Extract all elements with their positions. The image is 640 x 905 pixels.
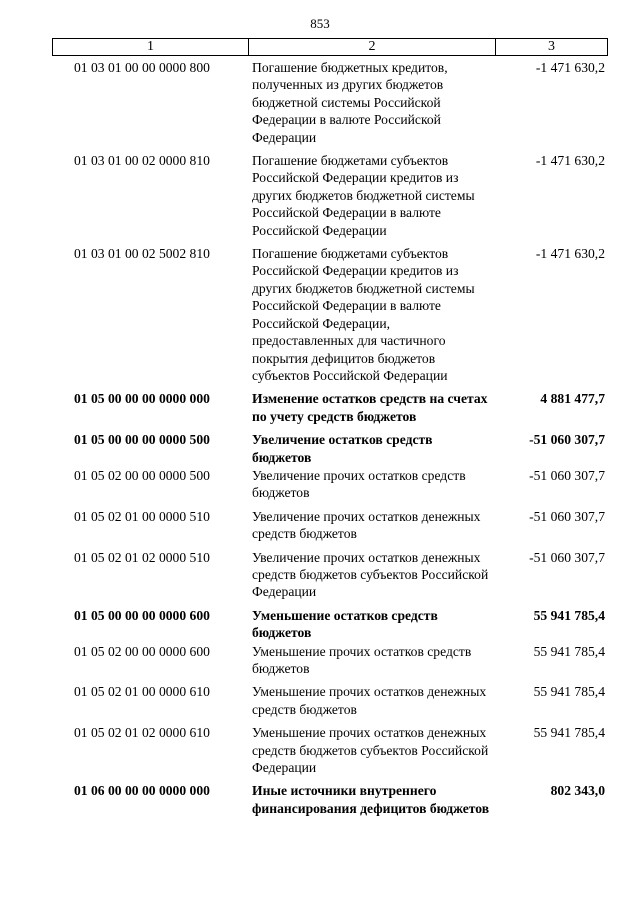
table-row	[52, 467, 608, 502]
page-number: 853	[310, 16, 330, 31]
item-name: Изменение остатков средств на счетах по учету средств бюджетов	[252, 391, 488, 424]
amount: -51 060 307,7	[529, 432, 605, 448]
table-row	[52, 549, 608, 601]
item-name: Уменьшение остатков средств бюджетов	[252, 607, 438, 641]
table-row	[52, 508, 608, 543]
header-col-3: 3	[548, 39, 555, 54]
budget-code: 01 05 02 01 02 0000 510	[74, 549, 210, 565]
table-row	[52, 643, 608, 678]
amount: -1 471 630,2	[535, 246, 605, 262]
budget-code: 01 05 00 00 00 0000 500	[74, 432, 210, 448]
item-name: Погашение бюджетами субъектов Российской Федерации кредитов из других бюджетов бюджетной системы Российской Федерации в валюте Российской Федерации	[252, 153, 475, 238]
budget-code: 01 05 02 01 00 0000 510	[74, 508, 210, 524]
budget-code: 01 05 02 01 00 0000 610	[74, 684, 210, 700]
amount: -51 060 307,7	[529, 549, 605, 565]
item-name: Увеличение прочих остатков денежных средств бюджетов	[252, 508, 481, 542]
amount: 55 941 785,4	[533, 643, 605, 659]
table-body	[52, 59, 608, 817]
amount: -51 060 307,7	[529, 508, 605, 524]
table-row	[52, 724, 608, 776]
header-col-2: 2	[249, 39, 496, 55]
budget-code: 01 03 01 00 00 0000 800	[74, 60, 210, 75]
budget-code: 01 06 00 00 00 0000 000	[74, 783, 210, 799]
budget-code: 01 05 02 01 02 0000 610	[74, 725, 210, 741]
item-name: Погашение бюджетных кредитов, полученных из других бюджетов бюджетной системы Российской Федерации в валюте Российской Федерации	[252, 60, 448, 145]
budget-code: 01 05 00 00 00 0000 000	[74, 391, 210, 407]
item-name: Увеличение остатков средств бюджетов	[252, 432, 433, 465]
item-name: Погашение бюджетами субъектов Российской Федерации кредитов из других бюджетов бюджетной системы Российской Федерации в валюте Российской Федерации, предоставленных для частичного покрытия дефицитов бюджетов субъектов Российской Федерации	[252, 246, 475, 383]
table-row	[52, 683, 608, 718]
table-row	[52, 390, 608, 425]
amount: 802 343,0	[550, 783, 605, 799]
budget-code: 01 03 01 00 02 5002 810	[74, 246, 210, 262]
table-row	[52, 431, 608, 466]
table-row	[52, 59, 608, 146]
item-name: Увеличение прочих остатков средств бюджетов	[252, 467, 466, 501]
item-name: Уменьшение прочих остатков денежных средств бюджетов субъектов Российской Федерации	[252, 725, 489, 776]
table-row	[52, 245, 608, 384]
amount: -1 471 630,2	[535, 153, 605, 169]
budget-code: 01 05 00 00 00 0000 600	[74, 607, 210, 623]
budget-code: 01 03 01 00 02 0000 810	[74, 153, 210, 169]
table-row	[52, 782, 608, 817]
item-name: Уменьшение прочих остатков средств бюджетов	[252, 643, 472, 676]
item-name: Уменьшение прочих остатков денежных средств бюджетов	[252, 684, 487, 717]
amount: -51 060 307,7	[529, 467, 605, 483]
table-header	[52, 38, 608, 56]
header-col-1: 1	[53, 39, 249, 55]
budget-code: 01 05 02 00 00 0000 500	[74, 467, 210, 483]
amount: -1 471 630,2	[535, 60, 605, 75]
item-name: Иные источники внутреннего финансирования дефицитов бюджетов	[252, 783, 490, 816]
amount: 55 941 785,4	[533, 607, 605, 623]
amount: 55 941 785,4	[533, 725, 605, 741]
budget-code: 01 05 02 00 00 0000 600	[74, 643, 210, 659]
amount: 55 941 785,4	[533, 684, 605, 700]
amount: 4 881 477,7	[540, 391, 605, 407]
item-name: Увеличение прочих остатков денежных средств бюджетов субъектов Российской Федерации	[252, 549, 489, 600]
table-row	[52, 152, 608, 239]
table-row	[52, 607, 608, 642]
